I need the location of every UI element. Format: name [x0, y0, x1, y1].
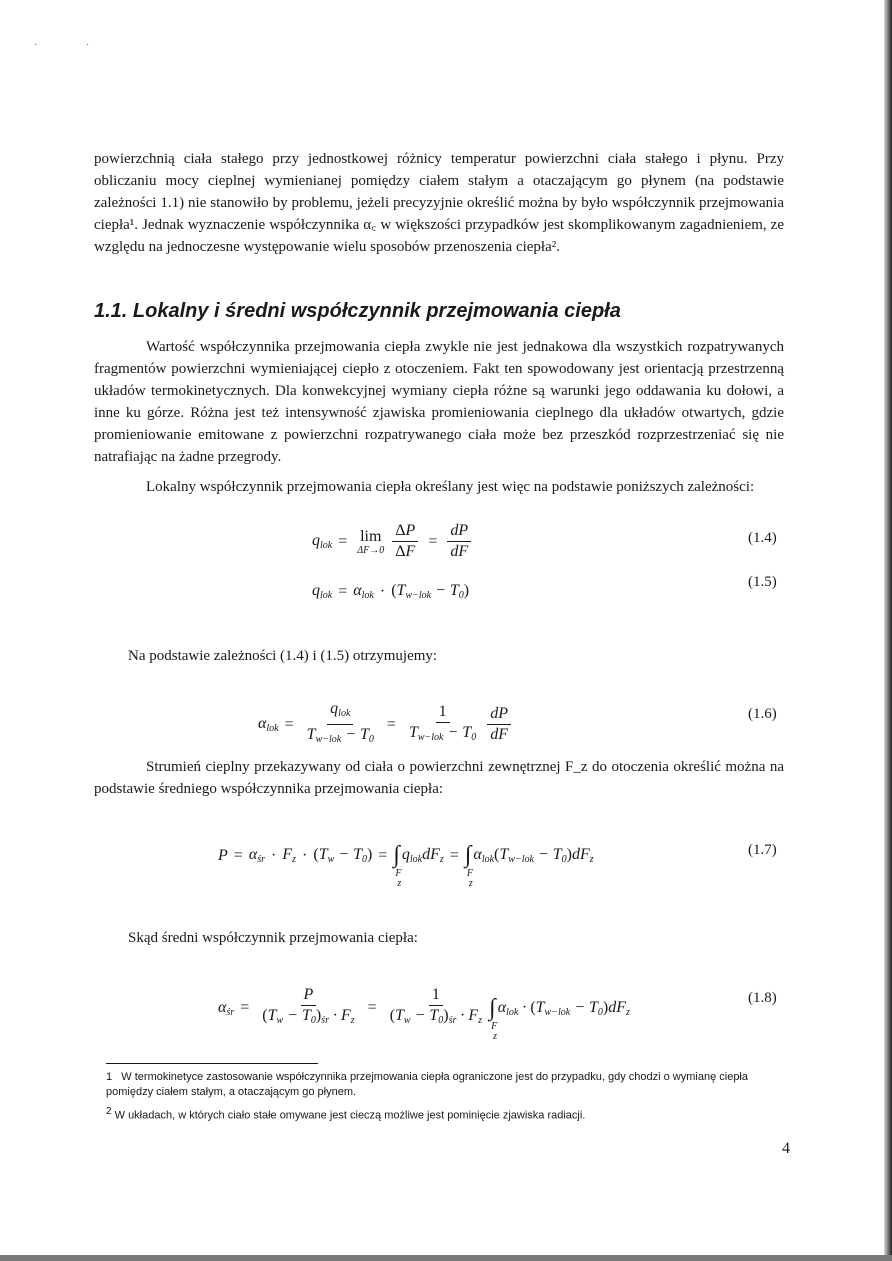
intro-paragraph: powierzchnią ciała stałego przy jednostkowej różnicy temperatur powierzchni ciała stałego i płynu. Przy obliczaniu mocy cieplnej wymienianej pomiędzy ciałem stałym a otaczającym go płynem (na podstawie zależności 1.1) nie stanowiło by problemu, jeżeli precyzyjnie określić można by było współczynnik przejmowania ciepła¹. Jednak wyznaczenie współczynnika α꜀ w większości przypadków jest skomplikowanym zagadnieniem, ze względu na jednoczesne występowanie wielu sposobów przenoszenia ciepła².	[94, 151, 784, 255]
paragraph-heat-flux: Strumień cieplny przekazywany od ciała o powierzchni zewnętrznej F_z do otoczenia określić można na podstawie średniego współczynnika przejmowania ciepła:	[94, 759, 784, 797]
scan-speck: ·	[34, 40, 38, 51]
equation-number-1-8: (1.8)	[748, 990, 777, 1006]
footnote-mark: 2	[106, 1106, 112, 1117]
equation-1-8: $\alpha_{śr}$ = $\frac{P}{(T_w - T_0)_{śr} \cdot F_z}$ = $\frac{1}{(T_w - T_0)_{śr} \cdot F_z}$ ∫ F z $\alpha_{lok} \cdot (T_{w-lok} - T_0)dF_z$	[218, 986, 630, 1042]
section-heading: 1.1. Lokalny i średni współczynnik przejmowania ciepła	[94, 300, 621, 322]
page-number: 4	[782, 1140, 790, 1157]
equation-1-6: $\alpha_{lok}$ = $\frac{q_{lok}}{T_{w-lok} - T_0}$ = $\frac{1}{T_{w-lok} - T_0}$ $\frac{dP}{dF}$	[258, 700, 515, 749]
footnote-2	[106, 1104, 796, 1124]
paragraph-local-definition: Lokalny współczynnik przejmowania ciepła określany jest więc na podstawie poniższych zależności:	[146, 479, 755, 495]
scan-right-edge	[884, 0, 892, 1261]
paragraph-local-coefficient: Wartość współczynnika przejmowania ciepła zwykle nie jest jednakowa dla wszystkich rozpatrywanych fragmentów powierzchni wymieniającej ciepło z otoczeniem. Fakt ten spowodowany jest orientacją przestrzenną układów termokinetycznych. Dla konwekcyjnej wymiany ciepła różne są warunki jego oddawania ku dołowi, a inne ku górze. Różna jest też intensywność zjawiska promieniowania cieplnego dla układów otwartych, gdzie promieniowanie emitowane z powierzchni rozpatrywanego ciała może bez przeszkód rozprzestrzeniać się nie natrafiając na żadne przegrody.	[94, 339, 784, 465]
scan-speck: ·	[86, 40, 90, 51]
text-average-coefficient: Skąd średni współczynnik przejmowania ciepła:	[128, 930, 418, 946]
equation-number-1-6: (1.6)	[748, 706, 777, 722]
equation-1-4: $q_{lok}$ = lim ΔF→0 $\frac{\Delta P}{\Delta F}$ = $\frac{dP}{dF}$	[312, 522, 475, 561]
footnote-1	[106, 1070, 796, 1100]
equation-number-1-7: (1.7)	[748, 842, 777, 858]
footnote-text: W termokinetyce zastosowanie współczynnika przejmowania ciepła ograniczone jest do przypadku, gdy chodzi o wymianę ciepła pomiędzy ciałem stałym, a otaczającym go płynem.	[106, 1071, 748, 1098]
footnote-mark: 1	[106, 1071, 113, 1083]
scan-bottom-edge	[0, 1255, 892, 1261]
text-derivation: Na podstawie zależności (1.4) i (1.5) otrzymujemy:	[128, 648, 438, 664]
equation-number-1-4: (1.4)	[748, 530, 777, 546]
footnote-rule	[106, 1063, 318, 1064]
footnote-text: W układach, w których ciało stałe omywane jest cieczą możliwe jest pominięcie zjawiska radiacji.	[114, 1109, 586, 1122]
equation-1-7: P = $\alpha_{śr}$ · $F_z$ · $(T_w - T_0)$ = ∫ F z $q_{lok}dF_z$ = ∫ F z $\alpha_{lok}(T_{w-lok} - T_0)dF_z$	[218, 842, 594, 889]
equation-1-5: $q_{lok}$ = $\alpha_{lok}$ · $(T_{w-lok} - T_0)$	[312, 582, 470, 601]
equation-number-1-5: (1.5)	[748, 574, 777, 590]
